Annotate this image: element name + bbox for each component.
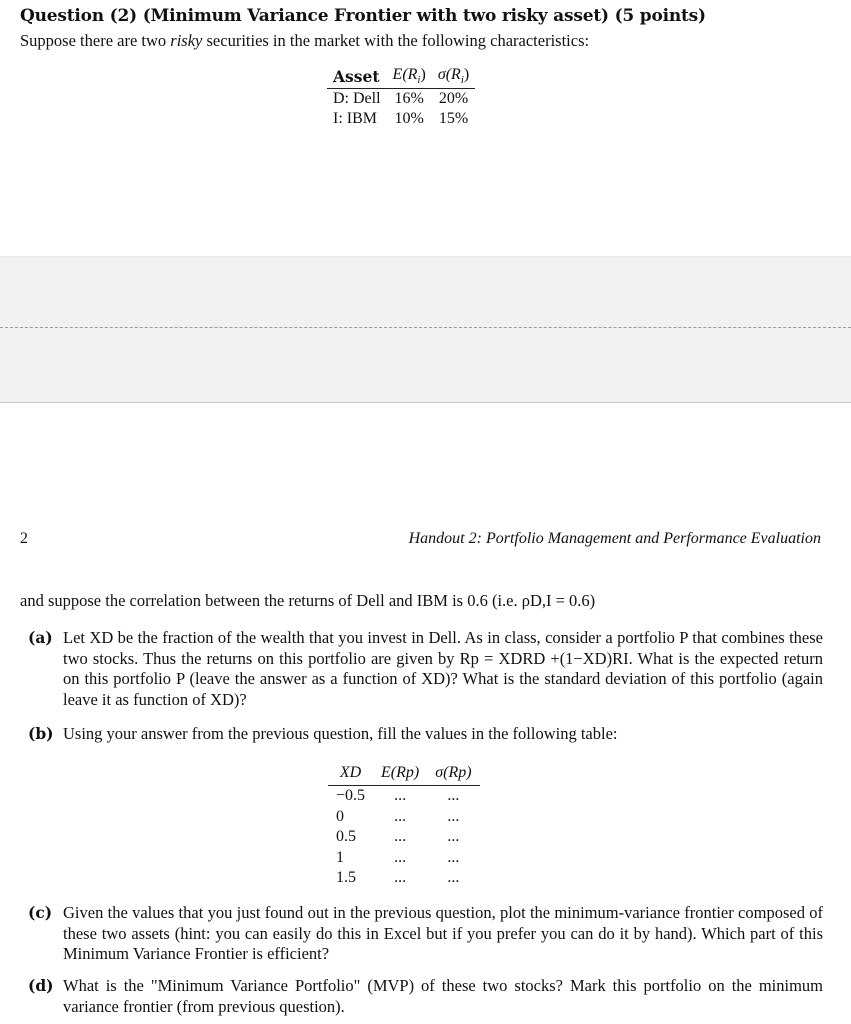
part-b-text: Using your answer from the previous question, fill the values in the following table: <box>63 724 618 743</box>
intro-before: Suppose there are two <box>20 31 171 50</box>
header-expected-return: E(Rp) <box>373 761 427 786</box>
table-row <box>328 807 480 828</box>
part-a <box>28 628 823 712</box>
expected-return-cell: ... <box>394 828 407 846</box>
portfolio-table <box>328 761 480 889</box>
part-d-text: What is the "Minimum Variance Portfolio" (MVP) of these two stocks? Mark this portfolio on the minimum variance frontier (from previous question). <box>63 976 823 1016</box>
std-dev-cell: ... <box>447 848 460 866</box>
expected-return-value: 10% <box>394 110 424 127</box>
part-b-label: (b) <box>28 724 54 743</box>
xd-value: 1.5 <box>336 869 356 887</box>
table-row <box>327 109 475 129</box>
correlation-paragraph: and suppose the correlation between the returns of Dell and IBM is 0.6 (i.e. ρD,I = 0.6) <box>20 591 596 610</box>
asset-name: I: IBM <box>333 110 377 127</box>
header-asset: Asset <box>327 64 387 89</box>
std-dev-value: 20% <box>438 90 469 107</box>
intro-emph: risky <box>170 31 203 50</box>
expected-return-value: 16% <box>394 90 424 107</box>
std-dev-cell: ... <box>447 807 460 825</box>
page-break-band <box>0 256 851 403</box>
std-dev-cell: ... <box>447 787 460 805</box>
xd-value: 0 <box>336 807 344 825</box>
expected-return-cell: ... <box>394 807 407 825</box>
std-dev-value: 15% <box>438 110 469 127</box>
table-row <box>328 848 480 869</box>
part-a-label: (a) <box>28 628 53 647</box>
asset-name: D: Dell <box>333 90 381 107</box>
std-dev-cell: ... <box>447 869 460 887</box>
header-expected-return: $E(R_i)$ <box>387 64 432 89</box>
characteristics-table <box>327 64 475 129</box>
header-std-dev: $\sigma(R_i)$ <box>432 64 475 89</box>
header-std-dev: σ(Rp) <box>427 761 479 786</box>
table-header-row <box>328 761 480 786</box>
table-header-row <box>327 64 475 89</box>
xd-value: 0.5 <box>336 828 356 846</box>
part-d <box>28 976 823 1018</box>
part-b <box>28 724 823 746</box>
table-row <box>328 786 480 807</box>
part-d-label: (d) <box>28 976 54 995</box>
intro-text <box>20 31 589 51</box>
running-head: Handout 2: Portfolio Management and Performance Evaluation <box>408 530 821 547</box>
part-c-label: (c) <box>28 903 53 922</box>
table-row <box>328 827 480 848</box>
table-row <box>327 89 475 110</box>
part-c-text: Given the values that you just found out in the previous question, plot the minimum-variance frontier composed of these two assets (hint: you can easily do this in Excel but if you prefer you can do it by hand). Which part of this Minimum Variance Frontier is efficient? <box>63 903 823 963</box>
xd-value: 1 <box>336 848 344 866</box>
page-number: 2 <box>20 530 28 547</box>
part-a-text: Let XD be the fraction of the wealth that you invest in Dell. As in class, consider a portfolio P that combines these two stocks. Thus the returns on this portfolio are given by Rp = XDRD +(1−XD)RI. What is the expected return on this portfolio P (leave the answer as a function of XD)? What is the standard deviation of this portfolio (again leave it as function of XD)? <box>63 628 823 709</box>
page-break-line <box>0 327 851 328</box>
table-row <box>328 868 480 889</box>
xd-value: −0.5 <box>336 787 366 805</box>
part-c <box>28 903 823 967</box>
expected-return-cell: ... <box>394 848 407 866</box>
std-dev-cell: ... <box>447 828 460 846</box>
expected-return-cell: ... <box>394 787 407 805</box>
header-xd: XD <box>328 761 373 786</box>
expected-return-cell: ... <box>394 869 407 887</box>
question-title: Question (2) (Minimum Variance Frontier with two risky asset) (5 points) <box>20 6 706 26</box>
intro-after: securities in the market with the following characteristics: <box>202 31 590 50</box>
